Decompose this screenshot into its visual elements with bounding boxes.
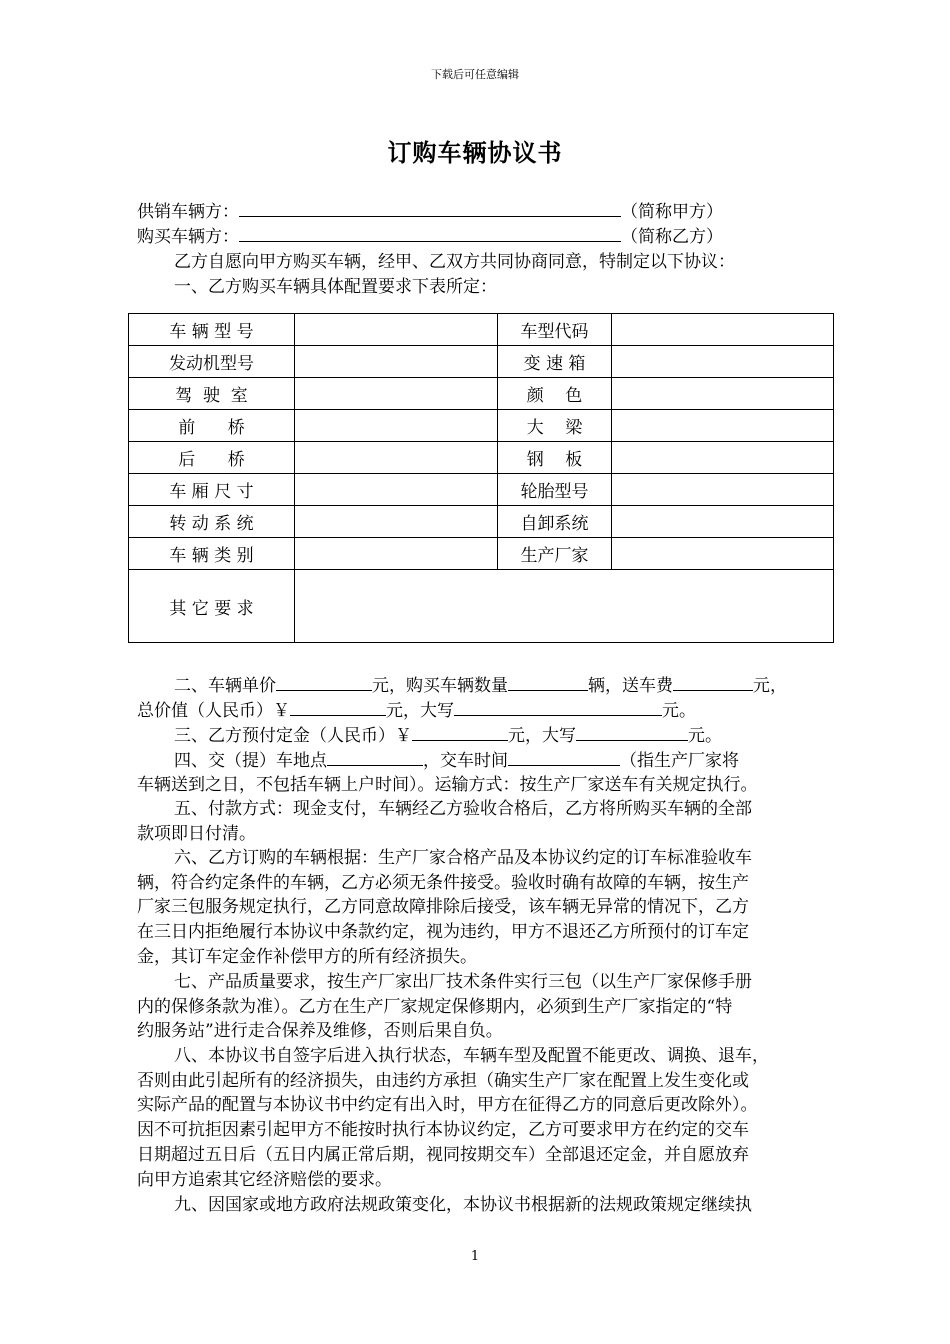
value-cell[interactable]	[295, 314, 498, 346]
table-row	[129, 538, 834, 570]
s4-text: （指生产厂家将	[620, 751, 739, 771]
section-6	[137, 846, 833, 970]
total-capital-blank[interactable]	[454, 698, 662, 716]
header-note: 下载后可任意编辑	[431, 68, 519, 81]
total-value-blank[interactable]	[290, 698, 386, 716]
page-number: 1	[470, 1249, 480, 1264]
s2-text: 元。	[662, 701, 696, 721]
section-8	[137, 1044, 833, 1192]
section-2-line-2	[137, 698, 696, 723]
document-title: 订购车辆协议书	[387, 139, 563, 167]
deposit-blank[interactable]	[412, 723, 508, 741]
s2-text: 元，购买车辆数量	[372, 676, 508, 696]
other-requirements-cell[interactable]	[295, 570, 834, 643]
row-label: 车 辆 类 别	[129, 538, 295, 570]
row-label: 车 厢 尺 寸	[129, 474, 295, 506]
paragraph-line: 因不可抗拒因素引起甲方不能按时执行本协议约定，乙方可要求甲方在约定的交车	[137, 1120, 749, 1141]
value-cell[interactable]	[295, 474, 498, 506]
paragraph-line: 内的保修条款为准）。乙方在生产厂家规定保修期内，必须到生产厂家指定的“特	[137, 996, 733, 1017]
s2-text: 辆，送车费	[588, 676, 673, 696]
paragraph-line: 五、付款方式：现金支付，车辆经乙方验收合格后，乙方将所购买车辆的全部	[174, 799, 752, 819]
row-label: 颜 色	[498, 378, 612, 410]
value-cell[interactable]	[295, 378, 498, 410]
value-cell[interactable]	[295, 346, 498, 378]
paragraph-line: 在三日内拒绝履行本协议中条款约定，视为违约，甲方不退还乙方所预付的订车定	[137, 922, 749, 943]
paragraph-line: 向甲方追索其它经济赔偿的要求。	[137, 1169, 392, 1190]
vehicle-config-table	[128, 313, 834, 643]
paragraph-line: 八、本协议书自签字后进入执行状态，车辆车型及配置不能更改、调换、退车，	[174, 1046, 769, 1066]
other-requirements-label: 其 它 要 求	[129, 570, 295, 643]
s3-text: 三、乙方预付定金（人民币）￥	[174, 726, 412, 746]
seller-suffix: （简称甲方）	[621, 202, 723, 222]
value-cell[interactable]	[612, 314, 834, 346]
row-label: 车型代码	[498, 314, 612, 346]
table-row	[129, 410, 834, 442]
delivery-time-blank[interactable]	[508, 748, 620, 766]
row-label: 自卸系统	[498, 506, 612, 538]
section-3-line	[174, 723, 722, 748]
value-cell[interactable]	[612, 506, 834, 538]
paragraph-line: 实际产品的配置与本协议书中约定有出入时，甲方在征得乙方的同意后更改除外）。	[137, 1095, 758, 1116]
buyer-suffix: （简称乙方）	[621, 227, 723, 247]
s4-text: 四、交（提）车地点	[174, 751, 327, 771]
paragraph-line: 厂家三包服务规定执行，乙方同意故障排除后接受，该车辆无异常的情况下，乙方	[137, 897, 749, 918]
row-label: 驾 驶 室	[129, 378, 295, 410]
buyer-blank[interactable]	[239, 224, 621, 242]
section-9	[137, 1193, 833, 1218]
section-1-heading: 一、乙方购买车辆具体配置要求下表所定：	[174, 277, 497, 297]
table-row-other	[129, 570, 834, 643]
value-cell[interactable]	[612, 442, 834, 474]
paragraph-line: 约服务站”进行走合保养及维修，否则后果自负。	[137, 1021, 503, 1042]
table-row	[129, 314, 834, 346]
quantity-blank[interactable]	[508, 673, 588, 691]
paragraph-line: 金，其订车定金作补偿甲方的所有经济损失。	[137, 946, 477, 967]
section-4-line-1	[174, 748, 739, 773]
s2-text: 元，	[753, 676, 787, 696]
section-7	[137, 970, 833, 1044]
seller-label: 供销车辆方：	[137, 202, 239, 222]
value-cell[interactable]	[612, 346, 834, 378]
row-label: 车 辆 型 号	[129, 314, 295, 346]
section-4-line-2: 车辆送到之日，不包括车辆上户时间）。运输方式：按生产厂家送车有关规定执行。	[137, 775, 758, 795]
value-cell[interactable]	[295, 538, 498, 570]
seller-blank[interactable]	[239, 199, 621, 217]
paragraph-line: 六、乙方订购的车辆根据：生产厂家合格产品及本协议约定的订车标准验收车	[174, 848, 752, 868]
section-5	[137, 797, 833, 846]
value-cell[interactable]	[295, 506, 498, 538]
value-cell[interactable]	[295, 442, 498, 474]
row-label: 轮胎型号	[498, 474, 612, 506]
row-label: 转 动 系 统	[129, 506, 295, 538]
paragraph-line: 否则由此引起所有的经济损失，由违约方承担（确实生产厂家在配置上发生变化或	[137, 1070, 749, 1091]
unit-price-blank[interactable]	[276, 673, 372, 691]
seller-line	[137, 199, 723, 224]
s2-text: 总价值（人民币）￥	[137, 701, 290, 721]
s2-text: 二、车辆单价	[174, 676, 276, 696]
s4-text: ，交车时间	[423, 751, 508, 771]
table-row	[129, 378, 834, 410]
table-row	[129, 506, 834, 538]
intro-text: 乙方自愿向甲方购买车辆，经甲、乙双方共同协商同意，特制定以下协议：	[174, 252, 735, 272]
table-row	[129, 474, 834, 506]
delivery-fee-blank[interactable]	[673, 673, 753, 691]
s3-text: 元。	[688, 726, 722, 746]
s2-text: 元，大写	[386, 701, 454, 721]
row-label: 发动机型号	[129, 346, 295, 378]
value-cell[interactable]	[612, 474, 834, 506]
row-label: 生产厂家	[498, 538, 612, 570]
value-cell[interactable]	[612, 378, 834, 410]
delivery-place-blank[interactable]	[327, 748, 423, 766]
paragraph-line: 款项即日付清。	[137, 823, 256, 844]
table-row	[129, 346, 834, 378]
paragraph-line: 九、因国家或地方政府法规政策变化，本协议书根据新的法规政策规定继续执	[174, 1195, 752, 1215]
paragraph-line: 日期超过五日后（五日内属正常后期，视同按期交车）全部退还定金，并自愿放弃	[137, 1144, 749, 1165]
row-label: 前 桥	[129, 410, 295, 442]
buyer-line	[137, 224, 723, 249]
row-label: 大 梁	[498, 410, 612, 442]
buyer-label: 购买车辆方：	[137, 227, 239, 247]
table-row	[129, 442, 834, 474]
paragraph-line: 七、产品质量要求，按生产厂家出厂技术条件实行三包（以生产厂家保修手册	[174, 972, 752, 992]
section-2-line-1	[174, 673, 787, 698]
row-label: 变 速 箱	[498, 346, 612, 378]
deposit-capital-blank[interactable]	[576, 723, 688, 741]
value-cell[interactable]	[295, 410, 498, 442]
row-label: 钢 板	[498, 442, 612, 474]
paragraph-line: 辆，符合约定条件的车辆，乙方必须无条件接受。验收时确有故障的车辆，按生产	[137, 872, 749, 893]
value-cell[interactable]	[612, 410, 834, 442]
value-cell[interactable]	[612, 538, 834, 570]
s3-text: 元，大写	[508, 726, 576, 746]
row-label: 后 桥	[129, 442, 295, 474]
